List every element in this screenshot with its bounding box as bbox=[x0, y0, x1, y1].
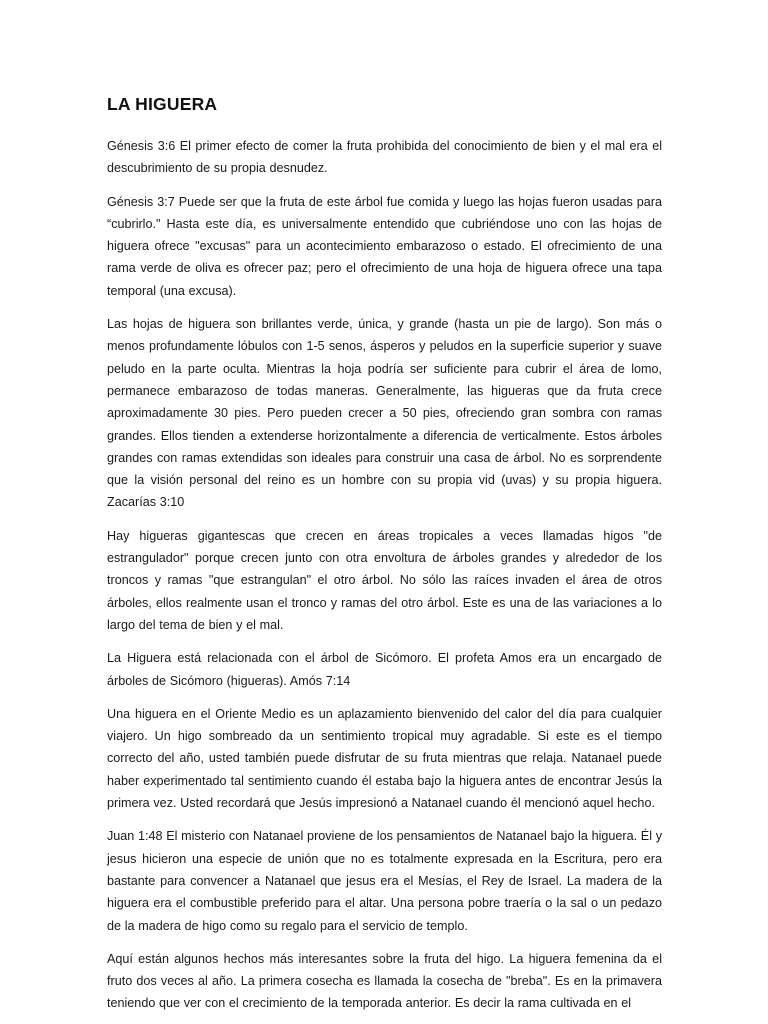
paragraph-middle-east-shade: Una higuera en el Oriente Medio es un aplazamiento bienvenido del calor del día para cualquier viajero. Un higo sombreado da un sentimiento tropical muy agradable. Si este es el tiempo correcto del año, usted también puede disfrutar de su fruta mientras que relaja. Natanael puede haber experimentado tal sentimiento cuando él estaba bajo la higuera antes de encontrar Jesús la primera vez. Usted recordará que Jesús impresionó a Natanael cuando él mencionó aquel hecho. bbox=[107, 706, 662, 811]
document-title: LA HIGUERA bbox=[107, 94, 218, 114]
paragraph-sycamore: La Higuera está relacionada con el árbol de Sicómoro. El profeta Amos era un encargado de árboles de Sicómoro (higueras). Amós 7:14 bbox=[107, 651, 662, 688]
paragraph-strangler-figs: Hay higueras gigantescas que crecen en áreas tropicales a veces llamadas higos "de estrangulador" porque crecen junto con otra envoltura de árboles grandes y alrededor de los troncos y ramas "que estrangulan" el otro árbol. No sólo las raíces invaden el área de otros árboles, ellos realmente usan el tronco y ramas del otro árbol. Este es una de las variaciones a lo largo del tema de bien y el mal. bbox=[107, 528, 662, 632]
paragraph-juan-1-48: Juan 1:48 El misterio con Natanael proviene de los pensamientos de Natanael bajo la higuera. Él y jesus hicieron una especie de unión que no es totalmente expresada en la Escritura, pero era bastante para convencer a Natanael que jesus era el Mesías, el Rey de Israel. La madera de la higuera era el combustible preferido para el altar. Una persona pobre traería o la sal o un pedazo de la madera de higo como su regalo para el servicio de templo. bbox=[107, 829, 662, 933]
paragraph-fig-facts: Aquí están algunos hechos más interesantes sobre la fruta del higo. La higuera femenina da el fruto dos veces al año. La primera cosecha es llamada la cosecha de "breba". Es en la primavera teniendo que ver con el crecimiento de la temporada anterior. Es decir la rama cultivada en el bbox=[107, 951, 662, 1011]
paragraph-fig-leaves: Las hojas de higuera son brillantes verde, única, y grande (hasta un pie de largo). Son más o menos profundamente lóbulos con 1-5 senos, ásperos y peludos en la superficie superior y suave peludo en la parte oculta. Mientras la hoja podría ser suficiente para cubrir el área de lomo, permanece embarazoso de todas maneras. Generalmente, las higueras que da fruta crece aproximadamente 30 pies. Pero pueden crecer a 50 pies, ofreciendo gran sombra con ramas grandes. Ellos tienden a extenderse horizontalmente a diferencia de verticalmente. Estos árboles grandes con ramas extendidas son ideales para construir una casa de árbol. No es sorprendente que la visión personal del reino es un hombre con su propia vid (uvas) y su propia higuera. Zacarías 3:10 bbox=[107, 317, 662, 510]
paragraph-genesis-3-7: Génesis 3:7 Puede ser que la fruta de este árbol fue comida y luego las hojas fueron usadas para “cubrirlo." Hasta este día, es universalmente entendido que cubriéndose uno con las hojas de higuera ofrece "excusas" para un acontecimiento embarazoso o estado. El ofrecimiento de una rama verde de oliva es ofrecer paz; pero el ofrecimiento de una hoja de higuera ofrece una tapa temporal (una excusa). bbox=[107, 194, 662, 298]
paragraph-genesis-3-6: Génesis 3:6 El primer efecto de comer la fruta prohibida del conocimiento de bien y el mal era el descubrimiento de su propia desnudez. bbox=[107, 139, 662, 176]
